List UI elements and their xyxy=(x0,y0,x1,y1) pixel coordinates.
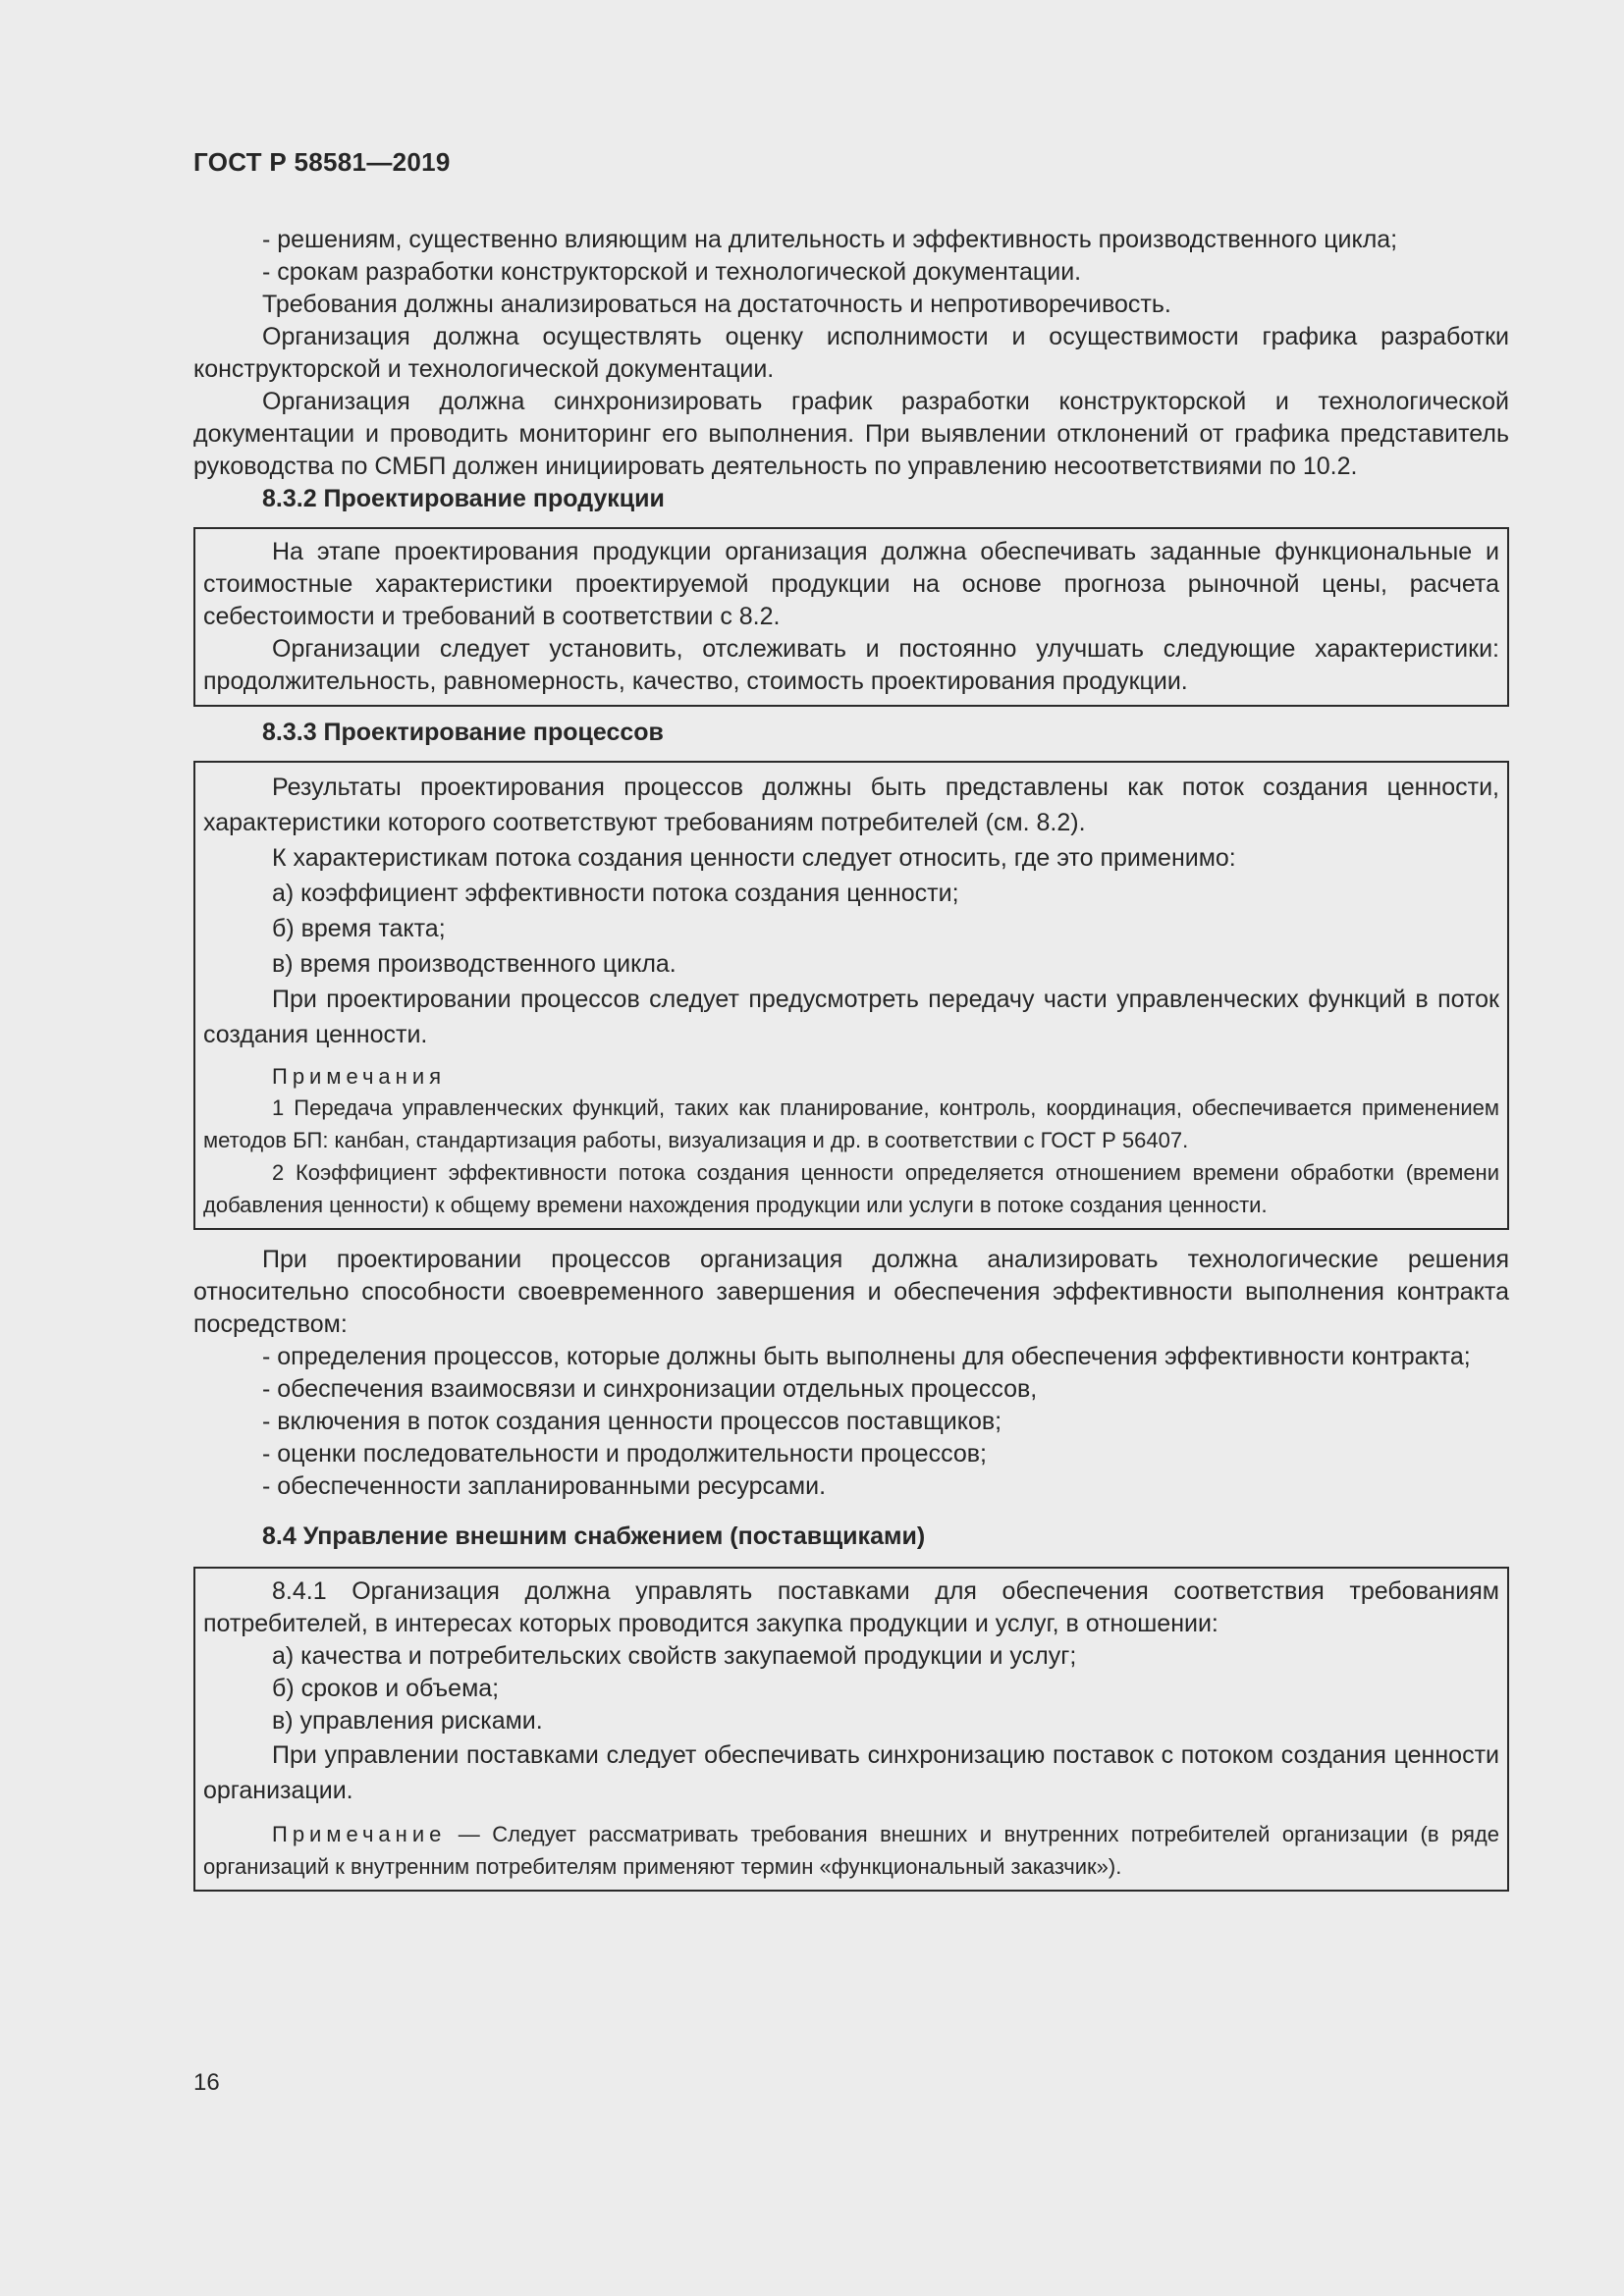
box-paragraph: Организации следует установить, отслеживать и постоянно улучшать следующие характеристики: продолжительность, равномерность, качество, стоимость проектирования продукции. xyxy=(203,635,1499,695)
box-paragraph: Результаты проектирования процессов должны быть представлены как поток создания ценности, характеристики которого соответствуют требованиям потребителей (см. 8.2). xyxy=(203,774,1499,836)
note-text: — Следует рассматривать требования внешних и внутренних потребителей организации (в ряде организаций к внутренним потребителям применяют термин «функциональный заказчик»). xyxy=(203,1822,1499,1879)
list-item: б) время такта; xyxy=(272,915,446,942)
section-8-3-3-heading: 8.3.3 Проектирование процессов xyxy=(262,719,664,746)
note-title: Примечание xyxy=(272,1822,447,1846)
list-item: в) время производственного цикла. xyxy=(272,950,677,978)
list-item: - оценки последовательности и продолжительности процессов; xyxy=(262,1440,987,1468)
list-item: б) сроков и объема; xyxy=(272,1675,500,1702)
list-item: - включения в поток создания ценности процессов поставщиков; xyxy=(262,1408,1002,1435)
intro-paragraph: - решениям, существенно влияющим на длительность и эффективность производственного цикла; xyxy=(262,226,1398,253)
document-header: ГОСТ Р 58581—2019 xyxy=(193,147,451,177)
list-item: а) коэффициент эффективности потока создания ценности; xyxy=(272,880,959,907)
section-8-4-heading: 8.4 Управление внешним снабжением (поставщиками) xyxy=(262,1522,926,1550)
note-item: 1 Передача управленческих функций, таких как планирование, контроль, координация, обеспечивается применением методов БП: канбан, стандартизация работы, визуализация и др. в соответствии с ГОСТ Р 56407. xyxy=(203,1095,1499,1152)
list-item: - обеспеченности запланированными ресурсами. xyxy=(262,1472,827,1500)
box-paragraph: 8.4.1 Организация должна управлять поставками для обеспечения соответствия требованиям потребителей, в интересах которых проводится закупка продукции и услуг, в отношении: xyxy=(203,1577,1499,1637)
after-8-3-3-block xyxy=(193,1244,1509,1503)
note-item xyxy=(203,1818,1499,1883)
page-number: 16 xyxy=(193,2069,220,2096)
intro-paragraph: Организация должна синхронизировать график разработки конструкторской и технологической документации и проводить мониторинг его выполнения. При выявлении отклонений от графика представитель руководства по СМБП должен инициировать деятельность по управлению несоответствиями по 10.2. xyxy=(193,388,1509,480)
page-content xyxy=(193,224,1509,1892)
body-paragraph: При проектировании процессов организация должна анализировать технологические решения относительно способности своевременного завершения и обеспечения эффективности выполнения контракта посредством: xyxy=(193,1246,1509,1338)
intro-paragraph: Организация должна осуществлять оценку исполнимости и осуществимости графика разработки конструкторской и технологической документации. xyxy=(193,323,1509,383)
notes-title: Примечания xyxy=(272,1064,447,1089)
list-item: а) качества и потребительских свойств закупаемой продукции и услуг; xyxy=(272,1642,1077,1670)
box-paragraph: При управлении поставками следует обеспечивать синхронизацию поставок с потоком создания ценности организации. xyxy=(203,1741,1499,1804)
section-8-3-3-box xyxy=(193,761,1509,1230)
note-item: 2 Коэффициент эффективности потока создания ценности определяется отношением времени обработки (времени добавления ценности) к общему времени нахождения продукции или услуги в потоке создания ценности. xyxy=(203,1160,1499,1217)
list-item: в) управления рисками. xyxy=(272,1707,543,1735)
section-8-3-2-box xyxy=(193,527,1509,707)
intro-paragraph: Требования должны анализироваться на достаточность и непротиворечивость. xyxy=(262,291,1171,318)
list-item: - обеспечения взаимосвязи и синхронизации отдельных процессов, xyxy=(262,1375,1038,1403)
box-paragraph: К характеристикам потока создания ценности следует относить, где это применимо: xyxy=(272,844,1236,872)
section-8-3-2-heading: 8.3.2 Проектирование продукции xyxy=(262,485,665,512)
box-paragraph: На этапе проектирования продукции организация должна обеспечивать заданные функциональные и стоимостные характеристики проектируемой продукции на основе прогноза рыночной цены, расчета себестоимости и требований в соответствии с 8.2. xyxy=(203,538,1499,630)
list-item: - определения процессов, которые должны быть выполнены для обеспечения эффективности контракта; xyxy=(262,1343,1471,1370)
intro-paragraph: - срокам разработки конструкторской и технологической документации. xyxy=(262,258,1082,286)
section-8-4-box xyxy=(193,1567,1509,1892)
box-paragraph: При проектировании процессов следует предусмотреть передачу части управленческих функций в поток создания ценности. xyxy=(203,986,1499,1048)
